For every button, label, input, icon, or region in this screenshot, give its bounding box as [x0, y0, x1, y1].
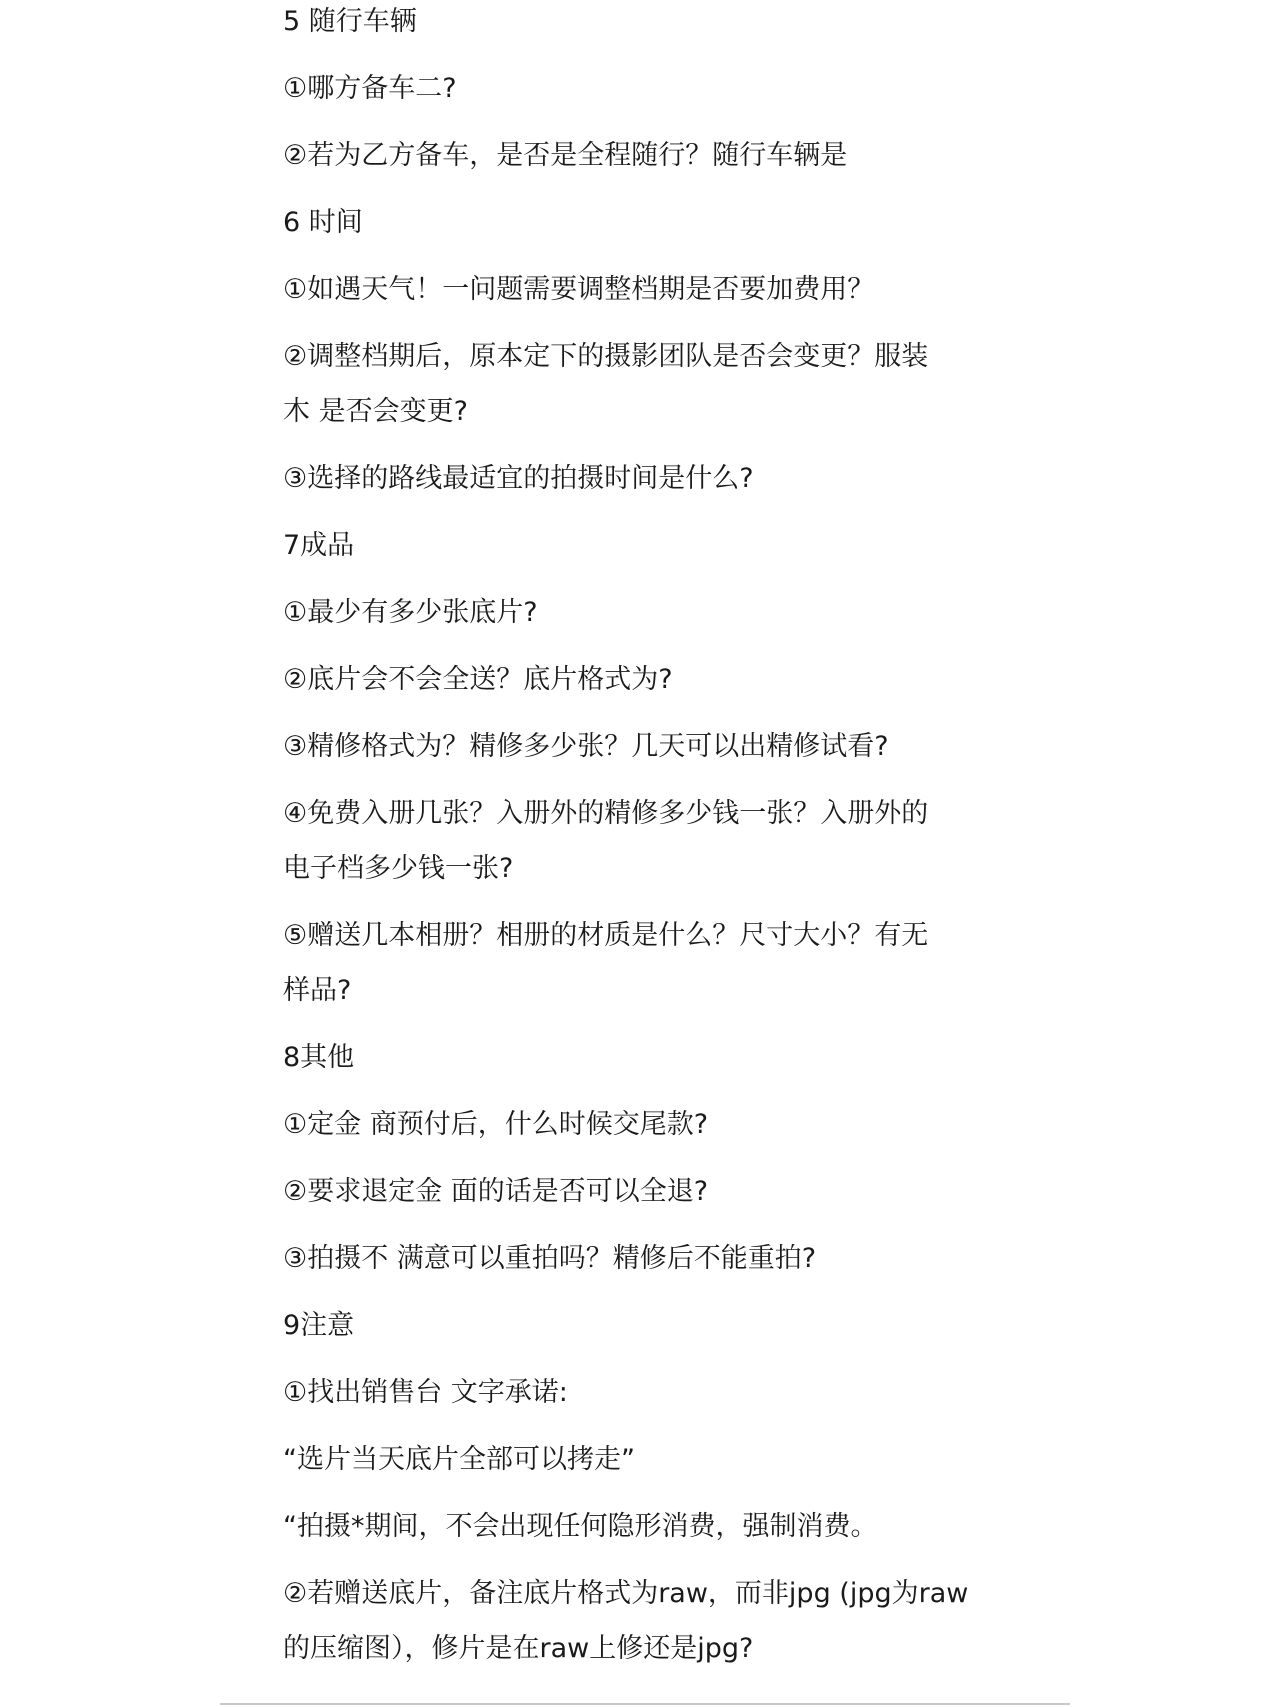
section-heading-7: 7成品 — [283, 530, 355, 561]
list-item: ①哪方备车二? — [283, 73, 457, 104]
list-item: ①最少有多少张底片? — [283, 597, 538, 628]
list-item-continuation: 样品? — [283, 975, 352, 1006]
list-item: ②若赠送底片，备注底片格式为raw，而非jpg (jpg为raw — [283, 1578, 969, 1609]
quote-line: “拍摄*期间，不会出现任何隐形消费，强制消费。 — [283, 1511, 878, 1542]
list-item: ①如遇天气！一问题需要调整档期是否要加费用？ — [283, 274, 875, 305]
section-heading-9: 9注意 — [283, 1310, 355, 1341]
list-item: ②调整档期后，原本定下的摄影团队是否会变更？服装 — [283, 341, 929, 372]
list-item: ②若为乙方备车，是否是全程随行？随行车辆是 — [283, 140, 848, 171]
list-item: ③精修格式为？精修多少张？几天可以出精修试看? — [283, 731, 889, 762]
list-item: ⑤赠送几本相册？相册的材质是什么？尺寸大小？有无 — [283, 920, 929, 951]
document-body — [283, 0, 1023, 1667]
section-heading-8: 8其他 — [283, 1042, 355, 1073]
list-item-continuation: 木 是否会变更? — [283, 396, 468, 427]
section-heading-5: 5 随行车辆 — [283, 6, 417, 37]
list-item: ①找出销售台 文字承诺: — [283, 1377, 568, 1408]
list-item: ③拍摄不 满意可以重拍吗？精修后不能重拍? — [283, 1243, 817, 1274]
list-item: ④免费入册几张？入册外的精修多少钱一张？入册外的 — [283, 798, 929, 829]
list-item-continuation: 的压缩图），修片是在raw上修还是jpg? — [283, 1633, 754, 1664]
section-heading-6: 6 时间 — [283, 207, 363, 238]
list-item: ③选择的路线最适宜的拍摄时间是什么? — [283, 463, 754, 494]
list-item: ①定金 商预付后，什么时候交尾款? — [283, 1109, 709, 1140]
list-item: ②要求退定金 面的话是否可以全退? — [283, 1176, 709, 1207]
list-item: ②底片会不会全送？底片格式为? — [283, 664, 673, 695]
list-item-continuation: 电子档多少钱一张? — [283, 853, 514, 884]
quote-line: “选片当天底片全部可以拷走” — [283, 1444, 635, 1475]
bottom-divider — [220, 1703, 1070, 1705]
